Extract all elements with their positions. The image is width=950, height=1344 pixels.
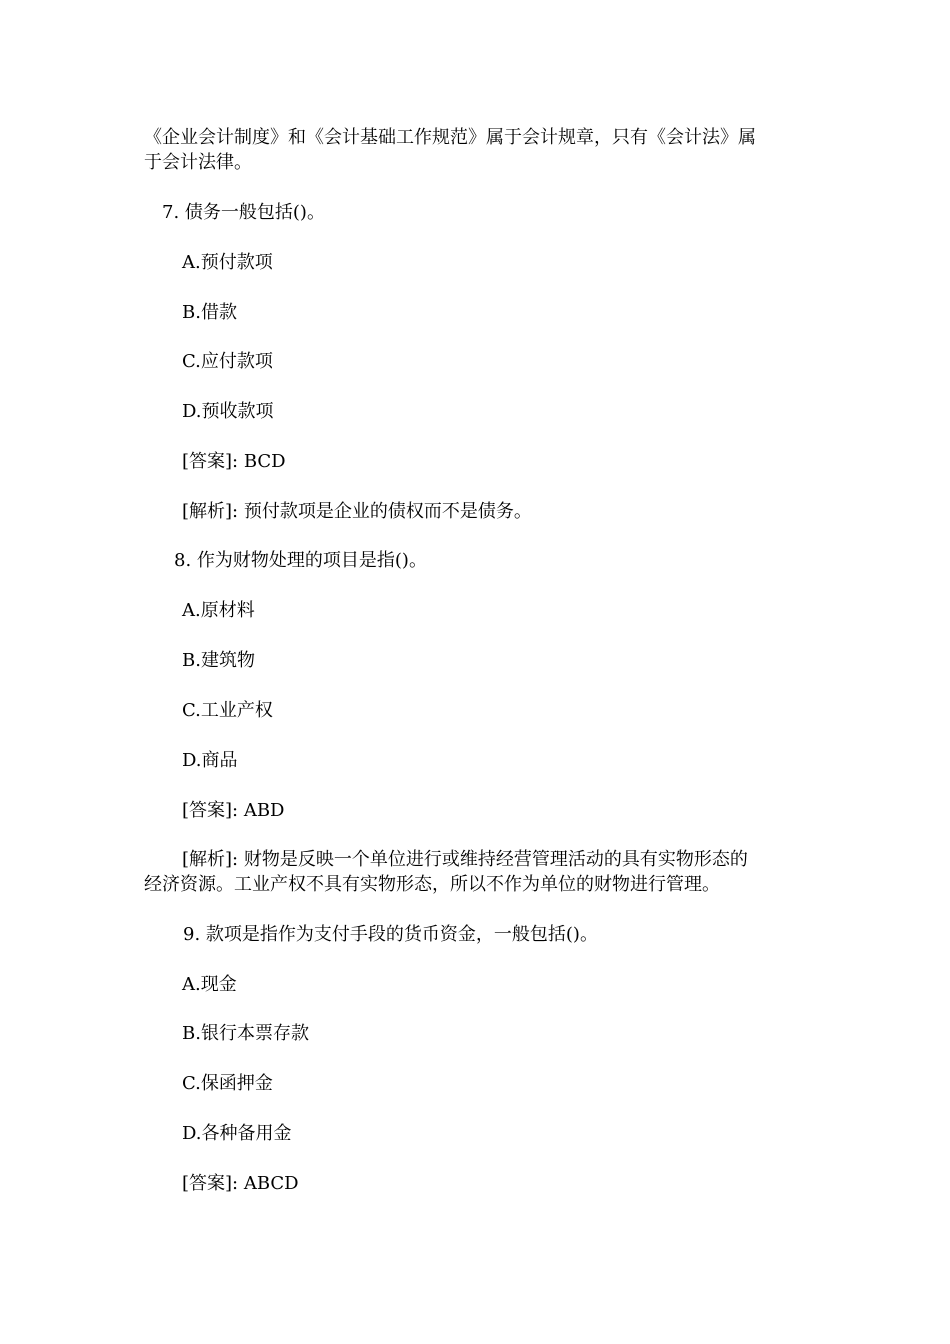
intro-line-1: 《企业会计制度》和《会计基础工作规范》属于会计规章，只有《会计法》属 [144,127,756,148]
intro-line-2: 于会计法律。 [144,152,252,173]
question-7-option-d: D.预收款项 [182,401,274,422]
question-9-stem: 9. 款项是指作为支付手段的货币资金，一般包括()。 [183,924,598,945]
question-9-option-b: B.银行本票存款 [182,1023,309,1044]
question-9-answer: [答案]: ABCD [182,1173,299,1194]
question-8-option-b: B.建筑物 [182,650,255,671]
question-7-option-c: C.应付款项 [182,351,273,372]
question-9-option-d: D.各种备用金 [182,1123,292,1144]
question-7-answer: [答案]: BCD [182,451,286,472]
question-9-option-a: A.现金 [182,974,237,995]
question-9-option-c: C.保函押金 [182,1073,273,1094]
question-7-option-a: A.预付款项 [182,252,273,273]
question-8-option-a: A.原材料 [182,600,255,621]
question-7-stem: 7. 债务一般包括()。 [162,202,325,223]
question-8-option-d: D.商品 [182,750,238,771]
question-7-option-b: B.借款 [182,302,237,323]
question-8-answer: [答案]: ABD [182,800,285,821]
question-8-stem: 8. 作为财物处理的项目是指()。 [174,550,427,571]
question-7-analysis: [解析]: 预付款项是企业的债权而不是债务。 [182,501,532,522]
intro-paragraph [144,125,806,175]
question-8-analysis-line-2: 经济资源。工业产权不具有实物形态，所以不作为单位的财物进行管理。 [144,874,720,895]
question-8-option-c: C.工业产权 [182,700,273,721]
question-8-analysis-line-1: [解析]: 财物是反映一个单位进行或维持经营管理活动的具有实物形态的 [182,849,748,870]
